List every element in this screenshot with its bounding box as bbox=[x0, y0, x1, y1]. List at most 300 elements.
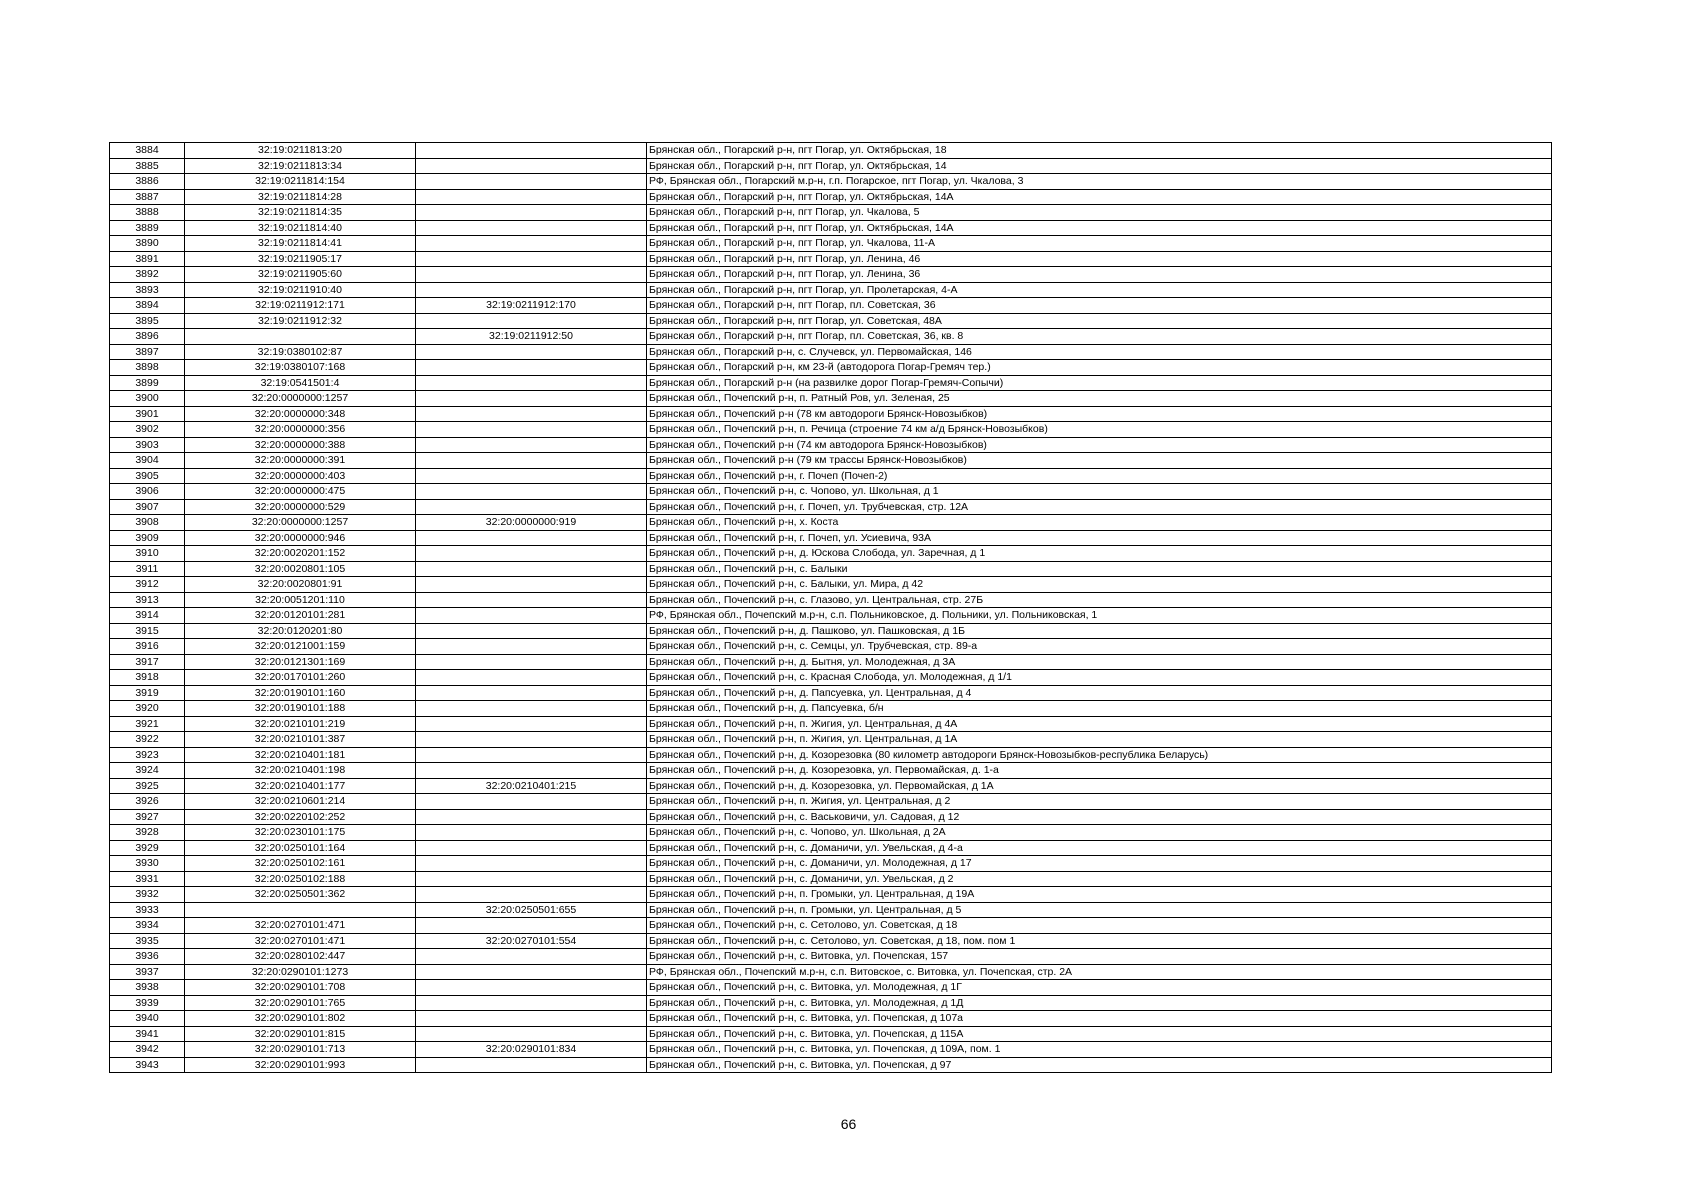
address-cell: Брянская обл., Почепский р-н, с. Сетолово, ул. Советская, д 18 bbox=[647, 918, 1552, 934]
table-body bbox=[110, 143, 1552, 1073]
cadastral-number-cell: 32:20:0121001:159 bbox=[185, 639, 416, 655]
page-number: 66 bbox=[840, 1116, 857, 1132]
cadastral-number-cell: 32:19:0211910:40 bbox=[185, 282, 416, 298]
row-number-cell: 3900 bbox=[110, 391, 185, 407]
cadastral-number-2-cell bbox=[416, 189, 647, 205]
address-cell: Брянская обл., Почепский р-н, п. Громыки, ул. Центральная, д 19А bbox=[647, 887, 1552, 903]
address-cell: Брянская обл., Почепский р-н, с. Витовка, ул. Молодежная, д 1Д bbox=[647, 995, 1552, 1011]
row-number-cell: 3908 bbox=[110, 515, 185, 531]
row-number-cell: 3912 bbox=[110, 577, 185, 593]
cadastral-number-cell: 32:20:0230101:175 bbox=[185, 825, 416, 841]
cadastral-number-cell: 32:20:0000000:391 bbox=[185, 453, 416, 469]
cadastral-number-cell: 32:20:0290101:993 bbox=[185, 1057, 416, 1073]
cadastral-number-2-cell bbox=[416, 158, 647, 174]
cadastral-number-2-cell bbox=[416, 592, 647, 608]
cadastral-number-cell: 32:19:0211912:171 bbox=[185, 298, 416, 314]
row-number-cell: 3921 bbox=[110, 716, 185, 732]
cadastral-number-2-cell bbox=[416, 685, 647, 701]
row-number-cell: 3913 bbox=[110, 592, 185, 608]
table-row bbox=[110, 546, 1552, 562]
table-row bbox=[110, 220, 1552, 236]
table-row bbox=[110, 949, 1552, 965]
cadastral-number-cell: 32:20:0000000:946 bbox=[185, 530, 416, 546]
cadastral-number-cell: 32:20:0210401:177 bbox=[185, 778, 416, 794]
cadastral-number-cell: 32:20:0210101:387 bbox=[185, 732, 416, 748]
table-row bbox=[110, 453, 1552, 469]
address-cell: Брянская обл., Почепский р-н, с. Витовка, ул. Почепская, д 107а bbox=[647, 1011, 1552, 1027]
cadastral-number-2-cell bbox=[416, 918, 647, 934]
row-number-cell: 3902 bbox=[110, 422, 185, 438]
table-row bbox=[110, 716, 1552, 732]
cadastral-number-2-cell bbox=[416, 716, 647, 732]
table-row bbox=[110, 158, 1552, 174]
table-row bbox=[110, 1057, 1552, 1073]
row-number-cell: 3915 bbox=[110, 623, 185, 639]
table-row bbox=[110, 639, 1552, 655]
cadastral-number-cell: 32:20:0000000:1257 bbox=[185, 391, 416, 407]
row-number-cell: 3884 bbox=[110, 143, 185, 159]
row-number-cell: 3938 bbox=[110, 980, 185, 996]
address-cell: Брянская обл., Почепский р-н, п. Жигия, ул. Центральная, д 4А bbox=[647, 716, 1552, 732]
table-row bbox=[110, 592, 1552, 608]
cadastral-number-2-cell bbox=[416, 267, 647, 283]
cadastral-number-cell: 32:19:0211814:154 bbox=[185, 174, 416, 190]
row-number-cell: 3886 bbox=[110, 174, 185, 190]
table-row bbox=[110, 391, 1552, 407]
cadastral-number-cell: 32:20:0121301:169 bbox=[185, 654, 416, 670]
cadastral-number-cell: 32:19:0211905:17 bbox=[185, 251, 416, 267]
address-cell: Брянская обл., Почепский р-н, г. Почеп, ул. Усиевича, 93А bbox=[647, 530, 1552, 546]
cadastral-number-2-cell bbox=[416, 809, 647, 825]
address-cell: Брянская обл., Погарский р-н, пгт Погар, ул. Ленина, 36 bbox=[647, 267, 1552, 283]
cadastral-number-cell: 32:20:0290101:815 bbox=[185, 1026, 416, 1042]
cadastral-number-2-cell bbox=[416, 251, 647, 267]
cadastral-number-2-cell bbox=[416, 484, 647, 500]
cadastral-number-cell: 32:19:0211814:40 bbox=[185, 220, 416, 236]
cadastral-number-2-cell bbox=[416, 763, 647, 779]
cadastral-number-cell: 32:20:0000000:529 bbox=[185, 499, 416, 515]
address-cell: Брянская обл., Погарский р-н, пгт Погар, ул. Чкалова, 11-А bbox=[647, 236, 1552, 252]
address-cell: Брянская обл., Почепский р-н, с. Витовка, ул. Почепская, д 115А bbox=[647, 1026, 1552, 1042]
cadastral-number-2-cell bbox=[416, 639, 647, 655]
row-number-cell: 3928 bbox=[110, 825, 185, 841]
row-number-cell: 3885 bbox=[110, 158, 185, 174]
table-row bbox=[110, 561, 1552, 577]
cadastral-number-cell: 32:19:0211814:28 bbox=[185, 189, 416, 205]
address-cell: Брянская обл., Погарский р-н (на развилке дорог Погар-Гремяч-Сопычи) bbox=[647, 375, 1552, 391]
cadastral-number-2-cell bbox=[416, 546, 647, 562]
cadastral-number-cell: 32:20:0000000:356 bbox=[185, 422, 416, 438]
table-row bbox=[110, 840, 1552, 856]
cadastral-number-cell: 32:20:0290101:708 bbox=[185, 980, 416, 996]
address-cell: Брянская обл., Погарский р-н, пгт Погар, пл. Советская, 36 bbox=[647, 298, 1552, 314]
cadastral-number-cell: 32:20:0000000:348 bbox=[185, 406, 416, 422]
table-row bbox=[110, 608, 1552, 624]
cadastral-number-2-cell bbox=[416, 561, 647, 577]
cadastral-number-cell: 32:20:0190101:160 bbox=[185, 685, 416, 701]
cadastral-number-cell: 32:20:0000000:388 bbox=[185, 437, 416, 453]
table-row bbox=[110, 205, 1552, 221]
table-row bbox=[110, 794, 1552, 810]
cadastral-number-2-cell bbox=[416, 391, 647, 407]
table-row bbox=[110, 189, 1552, 205]
table-row bbox=[110, 685, 1552, 701]
row-number-cell: 3896 bbox=[110, 329, 185, 345]
address-cell: Брянская обл., Почепский р-н, д. Козорезовка, ул. Первомайская, д 1А bbox=[647, 778, 1552, 794]
address-cell: Брянская обл., Почепский р-н, с. Глазово, ул. Центральная, стр. 27Б bbox=[647, 592, 1552, 608]
table-row bbox=[110, 174, 1552, 190]
cadastral-number-2-cell: 32:19:0211912:170 bbox=[416, 298, 647, 314]
row-number-cell: 3943 bbox=[110, 1057, 185, 1073]
table-row bbox=[110, 995, 1552, 1011]
row-number-cell: 3899 bbox=[110, 375, 185, 391]
row-number-cell: 3942 bbox=[110, 1042, 185, 1058]
table-row bbox=[110, 980, 1552, 996]
address-cell: Брянская обл., Почепский р-н, с. Доманичи, ул. Увельская, д 4-а bbox=[647, 840, 1552, 856]
row-number-cell: 3903 bbox=[110, 437, 185, 453]
cadastral-number-2-cell: 32:19:0211912:50 bbox=[416, 329, 647, 345]
cadastral-number-cell: 32:20:0000000:403 bbox=[185, 468, 416, 484]
cadastral-number-2-cell: 32:20:0210401:215 bbox=[416, 778, 647, 794]
row-number-cell: 3923 bbox=[110, 747, 185, 763]
cadastral-number-cell: 32:20:0000000:1257 bbox=[185, 515, 416, 531]
cadastral-number-cell: 32:20:0250102:188 bbox=[185, 871, 416, 887]
cadastral-number-cell: 32:20:0250101:164 bbox=[185, 840, 416, 856]
cadastral-number-2-cell bbox=[416, 794, 647, 810]
cadastral-number-cell: 32:20:0020201:152 bbox=[185, 546, 416, 562]
row-number-cell: 3940 bbox=[110, 1011, 185, 1027]
row-number-cell: 3933 bbox=[110, 902, 185, 918]
address-cell: Брянская обл., Почепский р-н, с. Сетолово, ул. Советская, д 18, пом. пом 1 bbox=[647, 933, 1552, 949]
address-cell: Брянская обл., Погарский р-н, пгт Погар, ул. Октябрьская, 14 bbox=[647, 158, 1552, 174]
cadastral-number-2-cell bbox=[416, 220, 647, 236]
address-cell: РФ, Брянская обл., Почепский м.р-н, с.п. Польниковское, д. Польники, ул. Польниковская, 1 bbox=[647, 608, 1552, 624]
row-number-cell: 3920 bbox=[110, 701, 185, 717]
row-number-cell: 3911 bbox=[110, 561, 185, 577]
cadastral-number-2-cell bbox=[416, 422, 647, 438]
row-number-cell: 3892 bbox=[110, 267, 185, 283]
address-cell: Брянская обл., Почепский р-н, д. Юскова Слобода, ул. Заречная, д 1 bbox=[647, 546, 1552, 562]
cadastral-number-2-cell bbox=[416, 825, 647, 841]
cadastral-number-cell: 32:19:0380102:87 bbox=[185, 344, 416, 360]
table-row bbox=[110, 809, 1552, 825]
table-row bbox=[110, 918, 1552, 934]
table-row bbox=[110, 933, 1552, 949]
table-row bbox=[110, 251, 1552, 267]
address-cell: Брянская обл., Почепский р-н, с. Красная Слобода, ул. Молодежная, д 1/1 bbox=[647, 670, 1552, 686]
row-number-cell: 3910 bbox=[110, 546, 185, 562]
cadastral-number-cell: 32:19:0211905:60 bbox=[185, 267, 416, 283]
table-row bbox=[110, 143, 1552, 159]
addresses-table bbox=[109, 142, 1552, 1073]
address-cell: Брянская обл., Почепский р-н, г. Почеп (Почеп-2) bbox=[647, 468, 1552, 484]
table-row bbox=[110, 313, 1552, 329]
address-cell: Брянская обл., Почепский р-н, п. Жигия, ул. Центральная, д 1А bbox=[647, 732, 1552, 748]
address-cell: Брянская обл., Почепский р-н, п. Громыки, ул. Центральная, д 5 bbox=[647, 902, 1552, 918]
table-row bbox=[110, 360, 1552, 376]
address-cell: Брянская обл., Погарский р-н, пгт Погар, ул. Ленина, 46 bbox=[647, 251, 1552, 267]
cadastral-number-2-cell bbox=[416, 623, 647, 639]
address-cell: Брянская обл., Почепский р-н, д. Бытня, ул. Молодежная, д 3А bbox=[647, 654, 1552, 670]
cadastral-number-2-cell bbox=[416, 949, 647, 965]
address-cell: Брянская обл., Почепский р-н (74 км автодорога Брянск-Новозыбков) bbox=[647, 437, 1552, 453]
address-cell: Брянская обл., Почепский р-н, д. Козорезовка, ул. Первомайская, д. 1-а bbox=[647, 763, 1552, 779]
row-number-cell: 3939 bbox=[110, 995, 185, 1011]
address-cell: Брянская обл., Погарский р-н, км 23-й (автодорога Погар-Гремяч тер.) bbox=[647, 360, 1552, 376]
address-cell: Брянская обл., Почепский р-н, с. Балыки bbox=[647, 561, 1552, 577]
row-number-cell: 3918 bbox=[110, 670, 185, 686]
row-number-cell: 3931 bbox=[110, 871, 185, 887]
cadastral-number-2-cell bbox=[416, 747, 647, 763]
cadastral-number-cell: 32:20:0250501:362 bbox=[185, 887, 416, 903]
address-cell: Брянская обл., Почепский р-н, с. Чопово, ул. Школьная, д 2А bbox=[647, 825, 1552, 841]
table-row bbox=[110, 422, 1552, 438]
cadastral-number-cell: 32:19:0211813:20 bbox=[185, 143, 416, 159]
row-number-cell: 3906 bbox=[110, 484, 185, 500]
row-number-cell: 3914 bbox=[110, 608, 185, 624]
row-number-cell: 3941 bbox=[110, 1026, 185, 1042]
cadastral-number-2-cell bbox=[416, 468, 647, 484]
table-row bbox=[110, 298, 1552, 314]
cadastral-number-2-cell bbox=[416, 871, 647, 887]
row-number-cell: 3924 bbox=[110, 763, 185, 779]
row-number-cell: 3904 bbox=[110, 453, 185, 469]
address-cell: Брянская обл., Погарский р-н, пгт Погар, ул. Октябрьская, 18 bbox=[647, 143, 1552, 159]
table-row bbox=[110, 902, 1552, 918]
row-number-cell: 3929 bbox=[110, 840, 185, 856]
row-number-cell: 3936 bbox=[110, 949, 185, 965]
row-number-cell: 3898 bbox=[110, 360, 185, 376]
cadastral-number-2-cell bbox=[416, 530, 647, 546]
cadastral-number-cell: 32:20:0290101:713 bbox=[185, 1042, 416, 1058]
cadastral-number-2-cell: 32:20:0250501:655 bbox=[416, 902, 647, 918]
cadastral-number-2-cell bbox=[416, 701, 647, 717]
cadastral-number-cell: 32:19:0380107:168 bbox=[185, 360, 416, 376]
row-number-cell: 3905 bbox=[110, 468, 185, 484]
cadastral-number-cell: 32:19:0211814:41 bbox=[185, 236, 416, 252]
table-row bbox=[110, 375, 1552, 391]
address-cell: Брянская обл., Почепский р-н (78 км автодороги Брянск-Новозыбков) bbox=[647, 406, 1552, 422]
cadastral-number-cell: 32:19:0211912:32 bbox=[185, 313, 416, 329]
row-number-cell: 3895 bbox=[110, 313, 185, 329]
row-number-cell: 3926 bbox=[110, 794, 185, 810]
table-row bbox=[110, 437, 1552, 453]
cadastral-number-cell: 32:20:0210401:198 bbox=[185, 763, 416, 779]
row-number-cell: 3893 bbox=[110, 282, 185, 298]
row-number-cell: 3927 bbox=[110, 809, 185, 825]
cadastral-number-cell: 32:20:0120101:281 bbox=[185, 608, 416, 624]
cadastral-number-2-cell bbox=[416, 1057, 647, 1073]
table-row bbox=[110, 1026, 1552, 1042]
row-number-cell: 3932 bbox=[110, 887, 185, 903]
address-cell: Брянская обл., Почепский р-н, п. Ратный Ров, ул. Зеленая, 25 bbox=[647, 391, 1552, 407]
cadastral-number-2-cell bbox=[416, 980, 647, 996]
cadastral-number-cell: 32:20:0051201:110 bbox=[185, 592, 416, 608]
row-number-cell: 3897 bbox=[110, 344, 185, 360]
table-row bbox=[110, 856, 1552, 872]
table-row bbox=[110, 763, 1552, 779]
address-cell: РФ, Брянская обл., Почепский м.р-н, с.п. Витовское, с. Витовка, ул. Почепская, стр. 2А bbox=[647, 964, 1552, 980]
table-row bbox=[110, 329, 1552, 345]
cadastral-number-2-cell: 32:20:0290101:834 bbox=[416, 1042, 647, 1058]
cadastral-number-2-cell bbox=[416, 453, 647, 469]
row-number-cell: 3925 bbox=[110, 778, 185, 794]
cadastral-number-cell: 32:20:0020801:105 bbox=[185, 561, 416, 577]
cadastral-number-2-cell bbox=[416, 670, 647, 686]
address-cell: Брянская обл., Почепский р-н, с. Чопово, ул. Школьная, д 1 bbox=[647, 484, 1552, 500]
table-row bbox=[110, 1011, 1552, 1027]
row-number-cell: 3934 bbox=[110, 918, 185, 934]
address-cell: Брянская обл., Почепский р-н, с. Витовка, ул. Почепская, д 109А, пом. 1 bbox=[647, 1042, 1552, 1058]
cadastral-number-cell: 32:20:0220102:252 bbox=[185, 809, 416, 825]
table-row bbox=[110, 778, 1552, 794]
row-number-cell: 3935 bbox=[110, 933, 185, 949]
cadastral-number-2-cell bbox=[416, 143, 647, 159]
cadastral-number-2-cell bbox=[416, 344, 647, 360]
row-number-cell: 3922 bbox=[110, 732, 185, 748]
row-number-cell: 3930 bbox=[110, 856, 185, 872]
address-cell: Брянская обл., Почепский р-н, х. Коста bbox=[647, 515, 1552, 531]
address-cell: Брянская обл., Погарский р-н, пгт Погар, ул. Октябрьская, 14А bbox=[647, 220, 1552, 236]
cadastral-number-cell: 32:20:0190101:188 bbox=[185, 701, 416, 717]
cadastral-number-cell: 32:20:0290101:802 bbox=[185, 1011, 416, 1027]
cadastral-number-cell: 32:20:0250102:161 bbox=[185, 856, 416, 872]
cadastral-number-cell bbox=[185, 902, 416, 918]
cadastral-number-2-cell bbox=[416, 1011, 647, 1027]
cadastral-number-2-cell bbox=[416, 856, 647, 872]
cadastral-number-2-cell bbox=[416, 840, 647, 856]
cadastral-number-cell: 32:20:0210401:181 bbox=[185, 747, 416, 763]
row-number-cell: 3916 bbox=[110, 639, 185, 655]
table-row bbox=[110, 1042, 1552, 1058]
cadastral-number-cell: 32:20:0290101:765 bbox=[185, 995, 416, 1011]
row-number-cell: 3891 bbox=[110, 251, 185, 267]
cadastral-number-cell: 32:20:0120201:80 bbox=[185, 623, 416, 639]
address-cell: Брянская обл., Почепский р-н, п. Речица (строение 74 км а/д Брянск-Новозыбков) bbox=[647, 422, 1552, 438]
table-row bbox=[110, 515, 1552, 531]
row-number-cell: 3917 bbox=[110, 654, 185, 670]
cadastral-number-cell: 32:20:0280102:447 bbox=[185, 949, 416, 965]
cadastral-number-cell: 32:20:0170101:260 bbox=[185, 670, 416, 686]
cadastral-number-2-cell: 32:20:0000000:919 bbox=[416, 515, 647, 531]
address-cell: Брянская обл., Погарский р-н, пгт Погар, ул. Октябрьская, 14А bbox=[647, 189, 1552, 205]
address-cell: Брянская обл., Почепский р-н (79 км трассы Брянск-Новозыбков) bbox=[647, 453, 1552, 469]
address-cell: Брянская обл., Погарский р-н, пгт Погар, ул. Советская, 48А bbox=[647, 313, 1552, 329]
cadastral-number-2-cell bbox=[416, 577, 647, 593]
table-row bbox=[110, 484, 1552, 500]
table-row bbox=[110, 747, 1552, 763]
address-cell: Брянская обл., Почепский р-н, с. Доманичи, ул. Молодежная, д 17 bbox=[647, 856, 1552, 872]
cadastral-number-cell: 32:20:0270101:471 bbox=[185, 918, 416, 934]
cadastral-number-2-cell bbox=[416, 406, 647, 422]
table-row bbox=[110, 577, 1552, 593]
address-cell: Брянская обл., Почепский р-н, д. Козорезовка (80 километр автодороги Брянск-Новозыбков-республика Беларусь) bbox=[647, 747, 1552, 763]
table-row bbox=[110, 964, 1552, 980]
address-cell: Брянская обл., Почепский р-н, д. Папсуевка, ул. Центральная, д 4 bbox=[647, 685, 1552, 701]
address-cell: Брянская обл., Почепский р-н, с. Витовка, ул. Молодежная, д 1Г bbox=[647, 980, 1552, 996]
address-cell: РФ, Брянская обл., Погарский м.р-н, г.п. Погарское, пгт Погар, ул. Чкалова, 3 bbox=[647, 174, 1552, 190]
table-row bbox=[110, 530, 1552, 546]
cadastral-number-2-cell bbox=[416, 282, 647, 298]
cadastral-number-cell: 32:19:0211813:34 bbox=[185, 158, 416, 174]
table-row bbox=[110, 499, 1552, 515]
table-row bbox=[110, 623, 1552, 639]
table-row bbox=[110, 267, 1552, 283]
table-row bbox=[110, 701, 1552, 717]
address-cell: Брянская обл., Почепский р-н, с. Витовка, ул. Почепская, д 97 bbox=[647, 1057, 1552, 1073]
cadastral-number-2-cell bbox=[416, 995, 647, 1011]
address-cell: Брянская обл., Почепский р-н, д. Папсуевка, б/н bbox=[647, 701, 1552, 717]
cadastral-number-2-cell bbox=[416, 499, 647, 515]
row-number-cell: 3919 bbox=[110, 685, 185, 701]
address-cell: Брянская обл., Погарский р-н, пгт Погар, ул. Чкалова, 5 bbox=[647, 205, 1552, 221]
cadastral-number-2-cell bbox=[416, 732, 647, 748]
cadastral-number-2-cell bbox=[416, 174, 647, 190]
row-number-cell: 3907 bbox=[110, 499, 185, 515]
row-number-cell: 3887 bbox=[110, 189, 185, 205]
row-number-cell: 3894 bbox=[110, 298, 185, 314]
cadastral-number-2-cell bbox=[416, 887, 647, 903]
address-cell: Брянская обл., Почепский р-н, п. Жигия, ул. Центральная, д 2 bbox=[647, 794, 1552, 810]
cadastral-number-2-cell bbox=[416, 360, 647, 376]
cadastral-number-2-cell bbox=[416, 654, 647, 670]
cadastral-number-cell: 32:20:0000000:475 bbox=[185, 484, 416, 500]
table-row bbox=[110, 654, 1552, 670]
address-cell: Брянская обл., Почепский р-н, с. Балыки, ул. Мира, д 42 bbox=[647, 577, 1552, 593]
row-number-cell: 3901 bbox=[110, 406, 185, 422]
address-cell: Брянская обл., Погарский р-н, пгт Погар, пл. Советская, 36, кв. 8 bbox=[647, 329, 1552, 345]
cadastral-number-cell: 32:20:0210101:219 bbox=[185, 716, 416, 732]
address-cell: Брянская обл., Почепский р-н, с. Витовка, ул. Почепская, 157 bbox=[647, 949, 1552, 965]
table-row bbox=[110, 887, 1552, 903]
address-cell: Брянская обл., Погарский р-н, с. Случевск, ул. Первомайская, 146 bbox=[647, 344, 1552, 360]
cadastral-number-cell: 32:19:0541501:4 bbox=[185, 375, 416, 391]
cadastral-number-2-cell: 32:20:0270101:554 bbox=[416, 933, 647, 949]
row-number-cell: 3888 bbox=[110, 205, 185, 221]
cadastral-number-2-cell bbox=[416, 375, 647, 391]
cadastral-number-2-cell bbox=[416, 964, 647, 980]
row-number-cell: 3909 bbox=[110, 530, 185, 546]
cadastral-number-cell: 32:20:0270101:471 bbox=[185, 933, 416, 949]
cadastral-number-2-cell bbox=[416, 608, 647, 624]
table-row bbox=[110, 732, 1552, 748]
table-row bbox=[110, 406, 1552, 422]
address-cell: Брянская обл., Почепский р-н, с. Васьковичи, ул. Садовая, д 12 bbox=[647, 809, 1552, 825]
table-row bbox=[110, 670, 1552, 686]
address-cell: Брянская обл., Погарский р-н, пгт Погар, ул. Пролетарская, 4-А bbox=[647, 282, 1552, 298]
table-row bbox=[110, 825, 1552, 841]
cadastral-number-2-cell bbox=[416, 236, 647, 252]
cadastral-number-cell: 32:20:0290101:1273 bbox=[185, 964, 416, 980]
cadastral-number-2-cell bbox=[416, 313, 647, 329]
table-row bbox=[110, 468, 1552, 484]
address-cell: Брянская обл., Почепский р-н, с. Семцы, ул. Трубчевская, стр. 89-а bbox=[647, 639, 1552, 655]
table-row bbox=[110, 236, 1552, 252]
cadastral-number-2-cell bbox=[416, 205, 647, 221]
cadastral-number-cell: 32:20:0020801:91 bbox=[185, 577, 416, 593]
cadastral-number-cell bbox=[185, 329, 416, 345]
cadastral-number-2-cell bbox=[416, 1026, 647, 1042]
row-number-cell: 3890 bbox=[110, 236, 185, 252]
address-cell: Брянская обл., Почепский р-н, д. Пашково, ул. Пашковская, д 1Б bbox=[647, 623, 1552, 639]
cadastral-number-2-cell bbox=[416, 437, 647, 453]
row-number-cell: 3889 bbox=[110, 220, 185, 236]
cadastral-number-cell: 32:19:0211814:35 bbox=[185, 205, 416, 221]
table-row bbox=[110, 344, 1552, 360]
cadastral-number-cell: 32:20:0210601:214 bbox=[185, 794, 416, 810]
table-row bbox=[110, 871, 1552, 887]
address-cell: Брянская обл., Почепский р-н, с. Доманичи, ул. Увельская, д 2 bbox=[647, 871, 1552, 887]
